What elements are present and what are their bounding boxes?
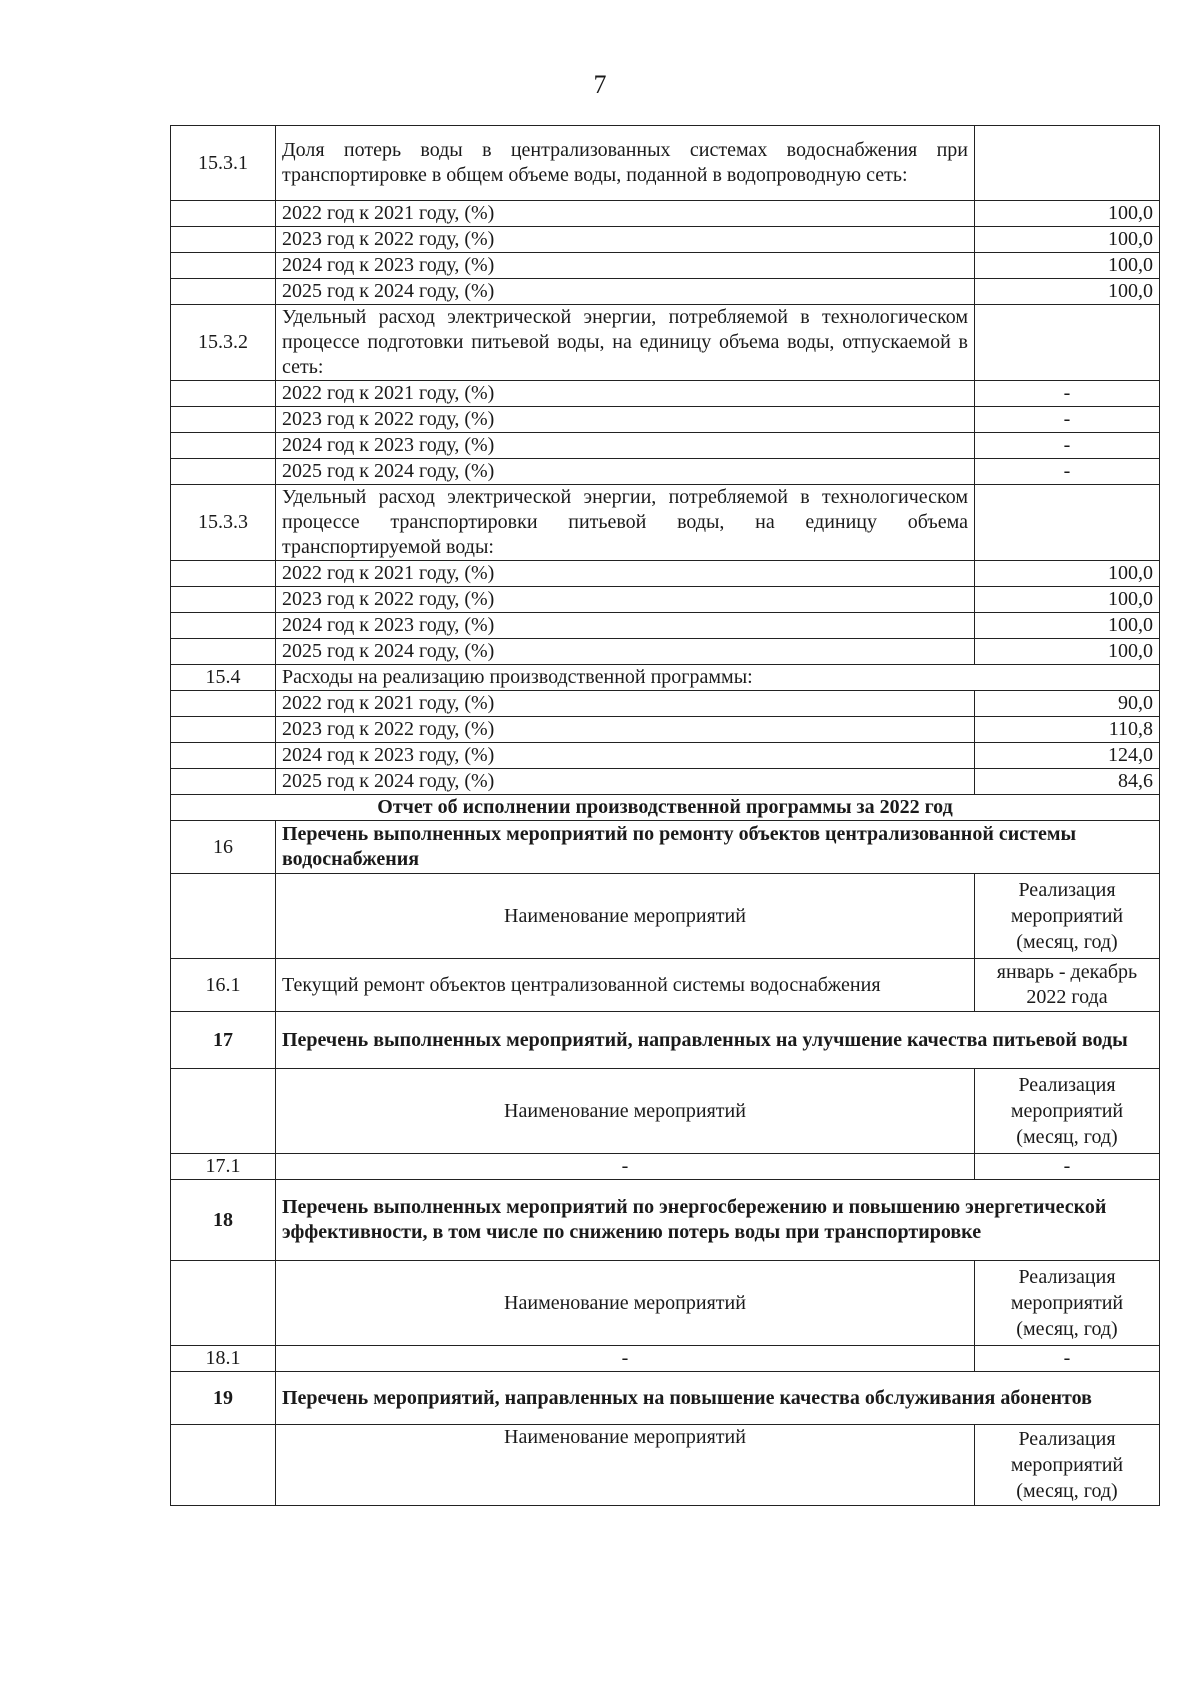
row-label: 2025 год к 2024 году, (%) xyxy=(276,459,975,485)
row-value: 124,0 xyxy=(975,743,1160,769)
row-value: - xyxy=(975,407,1160,433)
value-cell xyxy=(975,126,1160,201)
row-label: 2023 год к 2022 году, (%) xyxy=(276,717,975,743)
column-header-row xyxy=(171,874,1160,959)
row-label: 2024 год к 2023 году, (%) xyxy=(276,253,975,279)
column-header-name: Наименование мероприятий xyxy=(276,874,975,959)
value-cell xyxy=(975,305,1160,381)
item-name: - xyxy=(276,1154,975,1180)
report-title-row xyxy=(171,795,1160,821)
column-header-implementation: Реализация мероприятий (месяц, год) xyxy=(975,1425,1160,1506)
section-title: Перечень выполненных мероприятий по энергосбережению и повышению энергетической эффективности, в том числе по снижению потерь воды при транспортировке xyxy=(276,1180,1160,1261)
row-value: 100,0 xyxy=(975,227,1160,253)
row-value: - xyxy=(975,433,1160,459)
row-label: 2023 год к 2022 году, (%) xyxy=(276,227,975,253)
section-17-header xyxy=(171,1012,1160,1069)
section-19-header xyxy=(171,1372,1160,1425)
section-number: 16 xyxy=(171,821,276,874)
row-label: 2024 год к 2023 году, (%) xyxy=(276,743,975,769)
table-row xyxy=(171,279,1160,305)
item-date: январь - декабрь 2022 года xyxy=(975,959,1160,1012)
section-title: Удельный расход электрической энергии, потребляемой в технологическом процессе транспортировки питьевой воды, на единицу объема транспортируемой воды: xyxy=(276,485,975,561)
item-number: 16.1 xyxy=(171,959,276,1012)
table-row xyxy=(171,959,1160,1012)
section-number: 19 xyxy=(171,1372,276,1425)
column-header-row xyxy=(171,1425,1160,1506)
table-row xyxy=(171,381,1160,407)
row-value: 100,0 xyxy=(975,561,1160,587)
row-label: 2022 год к 2021 году, (%) xyxy=(276,561,975,587)
row-value: 100,0 xyxy=(975,587,1160,613)
item-date: - xyxy=(975,1154,1160,1180)
table-row xyxy=(171,407,1160,433)
section-title: Расходы на реализацию производственной программы: xyxy=(276,665,1160,691)
column-header-implementation: Реализация мероприятий (месяц, год) xyxy=(975,1069,1160,1154)
section-number: 15.3.3 xyxy=(171,485,276,561)
section-title: Удельный расход электрической энергии, потребляемой в технологическом процессе подготовки питьевой воды, на единицу объема воды, отпускаемой в сеть: xyxy=(276,305,975,381)
row-label: 2023 год к 2022 году, (%) xyxy=(276,407,975,433)
table-row xyxy=(171,201,1160,227)
report-title: Отчет об исполнении производственной программы за 2022 год xyxy=(171,795,1160,821)
section-title: Доля потерь воды в централизованных системах водоснабжения при транспортировке в общем объеме воды, поданной в водопроводную сеть: xyxy=(276,126,975,201)
section-number: 15.3.1 xyxy=(171,126,276,201)
table-row xyxy=(171,639,1160,665)
section-title: Перечень выполненных мероприятий, направленных на улучшение качества питьевой воды xyxy=(276,1012,1160,1069)
table-row xyxy=(171,743,1160,769)
section-16-header xyxy=(171,821,1160,874)
section-title: Перечень выполненных мероприятий по ремонту объектов централизованной системы водоснабжения xyxy=(276,821,1160,874)
row-value: - xyxy=(975,459,1160,485)
column-header-implementation: Реализация мероприятий (месяц, год) xyxy=(975,1261,1160,1346)
row-label: 2022 год к 2021 году, (%) xyxy=(276,201,975,227)
row-label: 2024 год к 2023 году, (%) xyxy=(276,433,975,459)
value-cell xyxy=(975,485,1160,561)
table-row xyxy=(171,1154,1160,1180)
table-row xyxy=(171,1346,1160,1372)
row-label: 2025 год к 2024 году, (%) xyxy=(276,639,975,665)
column-header-implementation: Реализация мероприятий (месяц, год) xyxy=(975,874,1160,959)
table-row xyxy=(171,769,1160,795)
row-label: 2025 год к 2024 году, (%) xyxy=(276,769,975,795)
row-label: 2022 год к 2021 году, (%) xyxy=(276,691,975,717)
row-value: - xyxy=(975,381,1160,407)
item-date: - xyxy=(975,1346,1160,1372)
row-value: 84,6 xyxy=(975,769,1160,795)
item-name: Текущий ремонт объектов централизованной системы водоснабжения xyxy=(276,959,975,1012)
column-header-row xyxy=(171,1261,1160,1346)
table-row xyxy=(171,691,1160,717)
section-number: 18 xyxy=(171,1180,276,1261)
page-number: 7 xyxy=(593,70,607,99)
row-value: 110,8 xyxy=(975,717,1160,743)
table-row xyxy=(171,433,1160,459)
section-number: 15.3.2 xyxy=(171,305,276,381)
section-title: Перечень мероприятий, направленных на повышение качества обслуживания абонентов xyxy=(276,1372,1160,1425)
section-15-3-3-header xyxy=(171,485,1160,561)
row-label: 2025 год к 2024 году, (%) xyxy=(276,279,975,305)
section-18-header xyxy=(171,1180,1160,1261)
item-name: - xyxy=(276,1346,975,1372)
table-row xyxy=(171,587,1160,613)
column-header-name: Наименование мероприятий xyxy=(276,1069,975,1154)
row-value: 100,0 xyxy=(975,201,1160,227)
table-row xyxy=(171,717,1160,743)
row-label: 2022 год к 2021 году, (%) xyxy=(276,381,975,407)
row-value: 100,0 xyxy=(975,639,1160,665)
column-header-name: Наименование мероприятий xyxy=(276,1425,975,1506)
section-15-4-header xyxy=(171,665,1160,691)
row-label: 2024 год к 2023 году, (%) xyxy=(276,613,975,639)
production-program-table xyxy=(170,125,1160,1506)
column-header-name: Наименование мероприятий xyxy=(276,1261,975,1346)
table-row xyxy=(171,561,1160,587)
section-number: 17 xyxy=(171,1012,276,1069)
column-header-row xyxy=(171,1069,1160,1154)
section-number: 15.4 xyxy=(171,665,276,691)
row-value: 90,0 xyxy=(975,691,1160,717)
row-value: 100,0 xyxy=(975,613,1160,639)
row-label: 2023 год к 2022 году, (%) xyxy=(276,587,975,613)
item-number: 17.1 xyxy=(171,1154,276,1180)
section-15-3-1-header xyxy=(171,126,1160,201)
row-value: 100,0 xyxy=(975,253,1160,279)
table-row xyxy=(171,459,1160,485)
table-row xyxy=(171,227,1160,253)
row-value: 100,0 xyxy=(975,279,1160,305)
section-15-3-2-header xyxy=(171,305,1160,381)
table-row xyxy=(171,253,1160,279)
item-number: 18.1 xyxy=(171,1346,276,1372)
table-row xyxy=(171,613,1160,639)
